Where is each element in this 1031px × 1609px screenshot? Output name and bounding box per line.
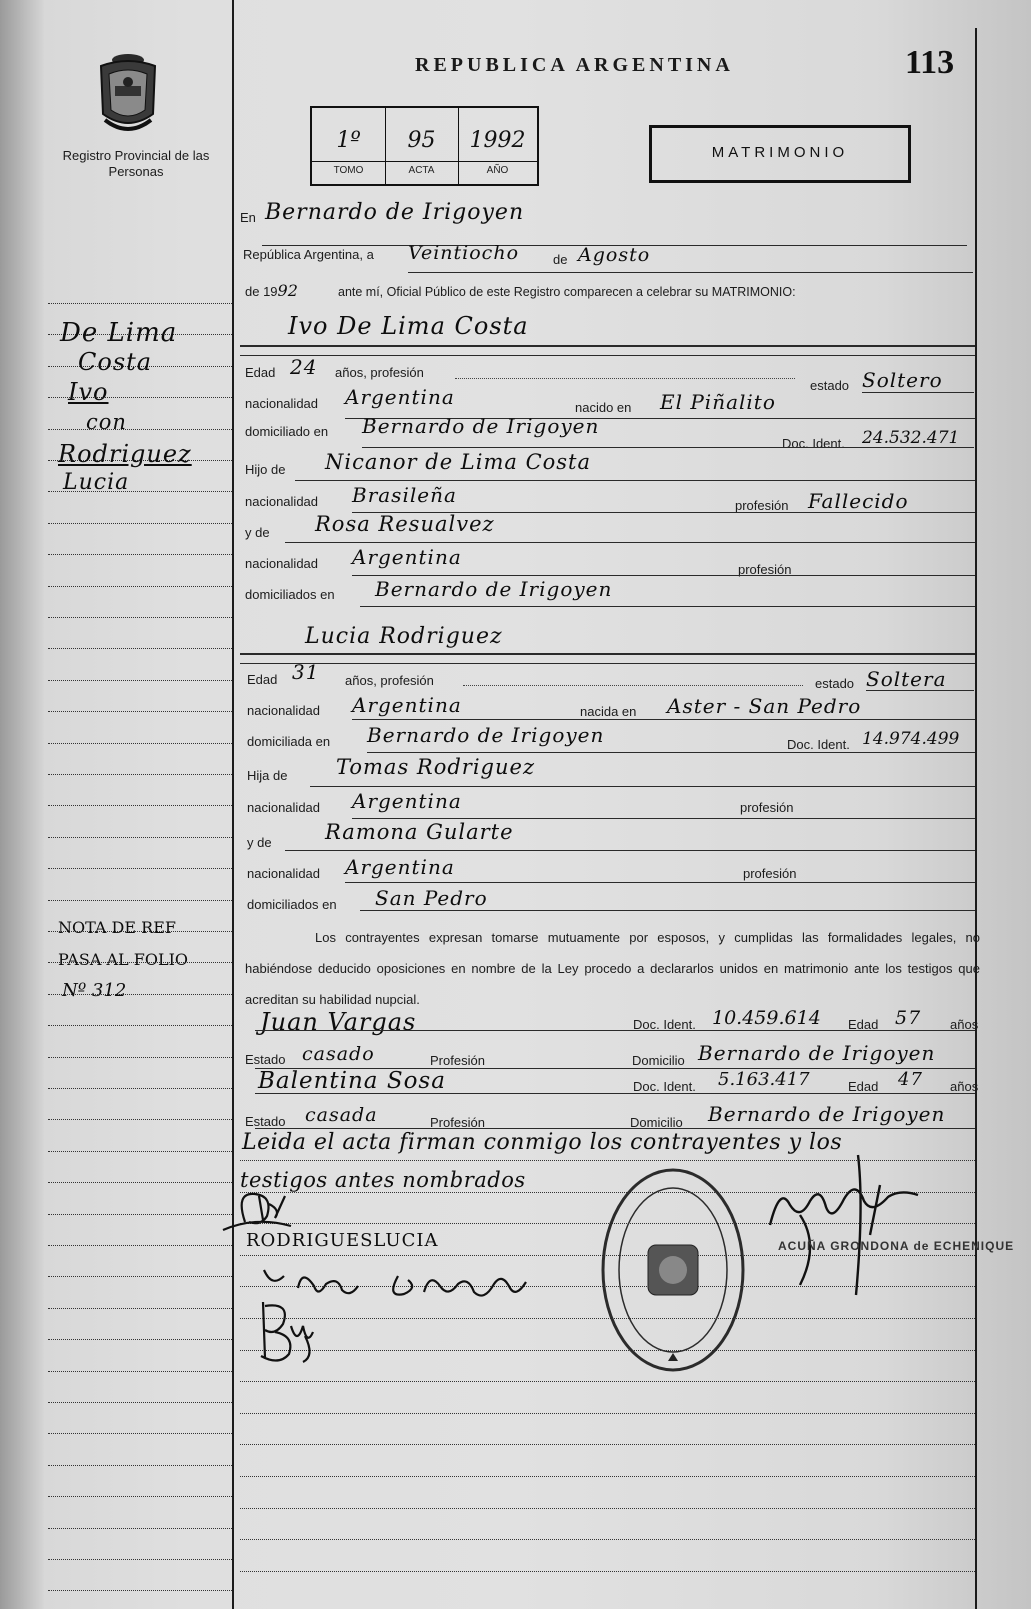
witness1-name-line [255,1030,975,1031]
margin-rule [48,1496,232,1497]
acta-value: 95 [407,128,436,153]
groom-mother-prof-label: profesión [738,562,792,577]
bride-father: Tomas Rodriguez [336,755,536,779]
margin-rule [48,1151,232,1152]
witness2-doc-label: Doc. Ident. [633,1079,696,1094]
margin-reference-3: Nº 312 [62,980,127,1001]
bride-dom-line [367,752,975,753]
margin-rule [48,900,232,901]
body-rule [240,1444,975,1445]
witness2-signature [245,1296,325,1373]
margin-rule [48,837,232,838]
margin-name-5: Rodriguez [58,440,192,468]
witness1-doc: 10.459.614 [712,1007,821,1029]
witness2-name-line [255,1093,975,1094]
groom-estado-label: estado [810,378,850,393]
groom-birthplace: El Piñalito [660,390,776,414]
bride-name: Lucia Rodriguez [305,624,503,649]
body-rule [240,1381,975,1382]
intro-text: ante mí, Oficial Público de este Registro comparecen a celebrar su MATRIMONIO: [338,285,796,299]
witness2-prof-label: Profesión [430,1115,485,1130]
margin-rule [48,1119,232,1120]
right-border-line [975,28,977,1609]
witness2-dom-label: Domicilio [630,1115,683,1130]
margin-reference-1: NOTA DE REF [58,918,176,937]
bride-domicile: Bernardo de Irigoyen [367,723,605,747]
margin-rule [48,1590,232,1591]
groom-nationality: Argentina [345,385,455,409]
groom-hijo-label: Hijo de [245,462,286,477]
margin-rule [48,743,232,744]
margin-name-1: De Lima [60,318,178,348]
witness1-estado-label: Estado [245,1052,286,1067]
margin-rule [48,1088,232,1089]
bride-father-nationality: Argentina [352,789,462,813]
groom-father-profession: Fallecido [808,489,909,513]
groom-age: 24 [290,355,318,379]
groom-father-nat-label: nacionalidad [245,494,319,509]
groom-father-prof-label: profesión [735,498,789,513]
groom-doc: 24.532.471 [862,428,960,448]
witness1-estado: casado [302,1043,375,1065]
registry-name: Registro Provincial de las Personas [62,148,210,179]
bride-father-line [310,786,975,787]
margin-rule [48,680,232,681]
groom-nacido-label: nacido en [575,400,632,415]
groom-estado-line [862,392,974,393]
bride-mother: Ramona Gularte [325,820,514,844]
republica-label: República Argentina, a [243,247,374,262]
groom-edad-label: Edad [245,365,276,380]
officer-signature [760,1145,930,1310]
groom-mother-nationality: Argentina [352,545,462,569]
witness2-age: 47 [898,1069,923,1090]
bride-name-line-2 [240,663,975,664]
margin-rule [48,1433,232,1434]
groom-prof-dots [455,378,795,379]
witness1-anos-label: años [950,1017,979,1032]
margin-rule [48,868,232,869]
margin-rule [48,1528,232,1529]
groom-father: Nicanor de Lima Costa [325,450,592,474]
witness2-edad-label: Edad [848,1079,879,1094]
bride-parents-dom-line [360,910,975,911]
witness1-dom-label: Domicilio [632,1053,685,1068]
groom-father-line [295,480,975,481]
groom-name-line-2 [240,355,975,356]
bride-doc-label: Doc. Ident. [787,737,850,752]
margin-name-6: Lucia [63,470,130,495]
document-type-box [649,125,911,183]
de-label: de [553,252,568,267]
body-rule [240,1571,975,1572]
bride-birthplace: Aster - San Pedro [667,694,862,718]
groom-domicile: Bernardo de Irigoyen [362,414,600,438]
bride-nat-label: nacionalidad [247,703,321,718]
margin-rule [48,1276,232,1277]
groom-mother-nat-label: nacionalidad [245,556,319,571]
witness2-doc: 5.163.417 [718,1069,810,1090]
bride-nat-line [352,719,975,720]
margin-rule [48,1371,232,1372]
groom-name: Ivo De Lima Costa [288,312,529,340]
acta-label: ACTA [408,165,435,176]
bride-printed-signature: RODRIGUESLUCIA [246,1230,439,1251]
body-rule [240,1539,975,1540]
groom-nat-label: nacionalidad [245,396,319,411]
document-type: MATRIMONIO [711,144,849,161]
margin-rule [48,1559,232,1560]
groom-parents-dom-line [360,606,975,607]
margin-rule [48,805,232,806]
bride-estado: Soltera [866,667,947,691]
margin-name-3: Ivo [68,378,109,406]
month-value: Agosto [578,244,651,266]
groom-dom-label: domiciliado en [245,424,329,439]
bride-mother-nationality: Argentina [345,855,455,879]
margin-rule [48,774,232,775]
bride-doc: 14.974.499 [862,729,960,749]
margin-rule [48,1182,232,1183]
groom-mother-nat-line [352,575,975,576]
margin-rule [48,617,232,618]
bride-parents-dom-label: domiciliados en [247,897,337,912]
bride-hija-label: Hija de [247,768,288,783]
witness2-estado-label: Estado [245,1114,286,1129]
bride-father-nat-line [352,818,975,819]
witness2-anos-label: años [950,1079,979,1094]
anio-cell [458,108,537,184]
bride-father-nat-label: nacionalidad [247,800,321,815]
closing-line-2: testigos antes nombrados [240,1168,526,1192]
groom-mother: Rosa Resualvez [315,512,495,536]
body-rule [240,1476,975,1477]
anio-label: AÑO [486,165,509,176]
witness1-name: Juan Vargas [260,1008,417,1036]
witness2-estado-line [255,1128,975,1129]
margin-rule [48,648,232,649]
bride-edad-label: Edad [247,672,278,687]
groom-estado: Soltero [862,368,943,392]
officer-stamp-text: ACUÑA GRONDONA de ECHENIQUE [778,1239,1015,1253]
witness2-name: Balentina Sosa [258,1068,446,1094]
tomo-value: 1º [336,128,361,153]
witness1-doc-label: Doc. Ident. [633,1017,696,1032]
groom-dom-line [362,447,974,448]
bride-mother-line [285,850,975,851]
bride-dom-label: domiciliada en [247,734,331,749]
groom-parents-domicile: Bernardo de Irigoyen [375,577,613,601]
year-suffix: 92 [277,281,298,300]
witness2-domicile: Bernardo de Irigoyen [708,1102,946,1126]
margin-rule [48,1245,232,1246]
bride-father-prof-label: profesión [740,800,794,815]
bride-prof-dots [463,685,803,686]
margin-rule [48,1339,232,1340]
provincial-seal-icon [93,52,163,138]
bride-anos-label: años, profesión [345,673,434,688]
tomo-label: TOMO [333,165,364,176]
groom-father-nationality: Brasileña [352,483,457,507]
margin-rule [48,1057,232,1058]
witness1-prof-label: Profesión [430,1053,485,1068]
country-title: REPUBLICA ARGENTINA [415,54,734,76]
groom-doc-label: Doc. Ident. [782,436,845,451]
margin-rule [48,1465,232,1466]
bride-mother-prof-label: profesión [743,866,797,881]
anio-value: 1992 [469,128,526,153]
en-label: En [240,210,256,225]
margin-rule [48,303,232,304]
day-value: Veintiocho [408,242,520,264]
body-rule [240,1413,975,1414]
page-edge-shadow [0,0,44,1609]
page-number: 113 [905,44,955,81]
margin-divider-line [232,0,234,1609]
groom-yde-label: y de [245,525,270,540]
date-line [408,272,973,273]
declaration-text: Los contrayentes expresan tomarse mutuamente por esposos, y cumplidas las formalidades legales, no habiéndose deducido oposiciones en nombre de la Ley procedo a declararlos unidos en matrimonio ante los testigos que acreditan su habilidad nupcial. [245,930,980,1007]
margin-rule [48,1025,232,1026]
margin-rule [48,1308,232,1309]
bride-age: 31 [292,660,320,684]
margin-rule [48,586,232,587]
witness1-edad-label: Edad [848,1017,879,1032]
groom-mother-line [285,542,975,543]
witness1-domicile: Bernardo de Irigoyen [698,1041,936,1065]
bride-mother-nat-label: nacionalidad [247,866,321,881]
bride-estado-line [866,690,974,691]
margin-rule [48,1402,232,1403]
tomo-cell [312,108,386,184]
margin-rule [48,523,232,524]
bride-parents-domicile: San Pedro [375,886,488,910]
margin-name-2: Costa [78,348,153,376]
bride-nacida-label: nacida en [580,704,637,719]
margin-rule [48,1214,232,1215]
margin-rule [48,429,232,430]
margin-rule [48,554,232,555]
margin-name-4: con [86,410,127,434]
bride-estado-label: estado [815,676,855,691]
bride-name-line [240,653,975,655]
bride-mother-nat-line [345,882,975,883]
margin-reference-2: PASA AL FOLIO [58,950,188,969]
bride-yde-label: y de [247,835,272,850]
body-rule [240,1508,975,1509]
record-number-box [310,106,539,186]
bride-nationality: Argentina [352,693,462,717]
margin-rule [48,711,232,712]
place-value: Bernardo de Irigoyen [265,200,525,225]
groom-anos-label: años, profesión [335,365,424,380]
acta-cell [385,108,459,184]
groom-parents-dom-label: domiciliados en [245,587,335,602]
groom-name-line [240,345,975,347]
official-round-stamp-icon [598,1165,748,1380]
witness1-age: 57 [895,1007,922,1029]
year-line: de 1992 [245,281,298,300]
witness2-estado: casada [305,1104,378,1126]
closing-line-1: Leida el acta firman conmigo los contrayentes y los [242,1130,843,1155]
